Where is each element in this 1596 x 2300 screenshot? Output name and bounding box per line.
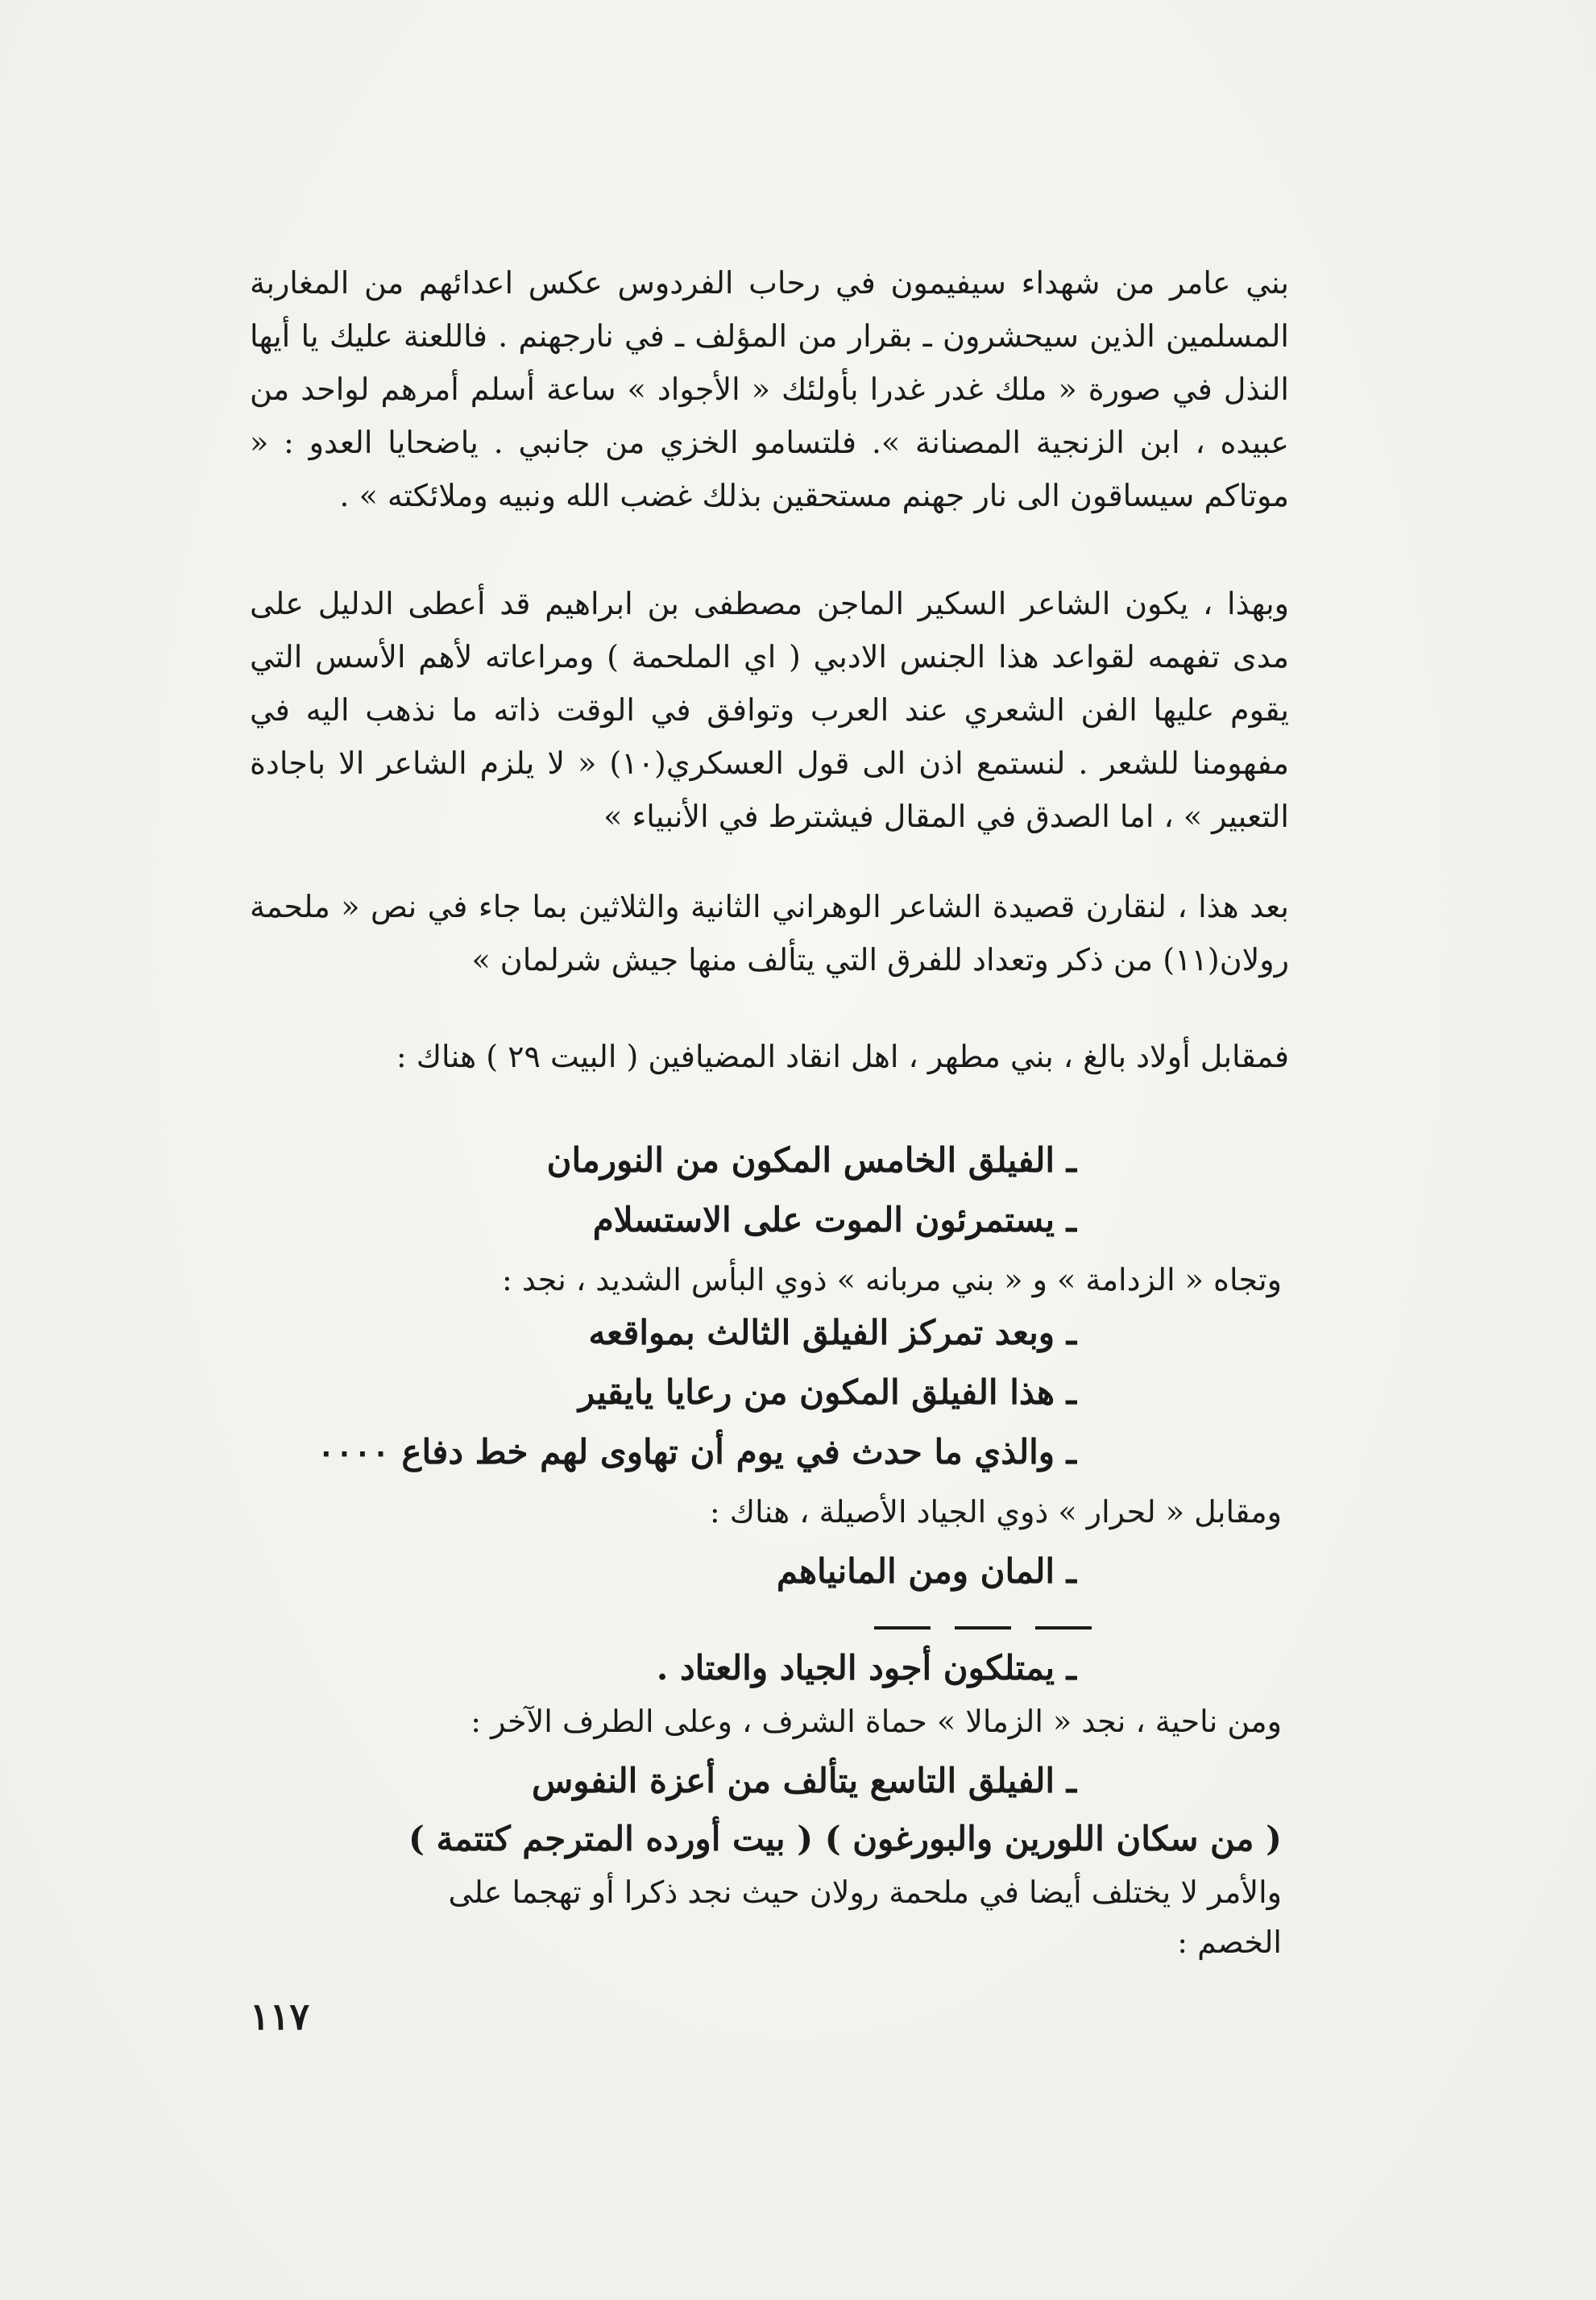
verse-line-8: ـ الفيلق التاسع يتألف من أعزة النفوس (532, 1761, 1076, 1800)
text-line-3: ومن ناحية ، نجد « الزمالا » حماة الشرف ، وعلى الطرف الآخر : (471, 1704, 1282, 1739)
paragraph-intro: فمقابل أولاد بالغ ، بني مطهر ، اهل انقاد المضيافين ( البيت ٢٩ ) هناك : (396, 1039, 1289, 1074)
verse-line-9: ( من سكان اللورين والبورغون ) ( بيت أورده المترجم كتتمة ) (408, 1819, 1282, 1858)
verse-line-6: ـ المان ومن المانياهم (776, 1551, 1076, 1591)
page-number: ١١٧ (250, 1995, 310, 2038)
verse-line-7: ـ يمتلكون أجود الجياد والعتاد . (656, 1648, 1076, 1688)
verse-line-1: ـ الفيلق الخامس المكون من النورمان (546, 1140, 1076, 1180)
paragraph-3: بعد هذا ، لنقارن قصيدة الشاعر الوهراني الثانية والثلاثين بما جاء في نص « ملحمة رولان(١١) من ذكر وتعداد للفرق التي يتألف منها جيش شرلمان » (250, 889, 1289, 978)
text-line-4: والأمر لا يختلف أيضا في ملحمة رولان حيث نجد ذكرا أو تهجما على (448, 1874, 1282, 1910)
verse-line-2: ـ يستمرئون الموت على الاستسلام (592, 1200, 1076, 1239)
separator-dashes (874, 1620, 1092, 1636)
verse-line-5: ـ والذي ما حدث في يوم أن تهاوى لهم خط دفاع ٠٠٠٠ (317, 1432, 1076, 1472)
text-line-1: وتجاه « الزدامة » و « بني مربانه » ذوي البأس الشديد ، نجد : (501, 1262, 1282, 1297)
verse-line-3: ـ وبعد تمركز الفيلق الثالث بمواقعه (588, 1313, 1076, 1352)
verse-line-4: ـ هذا الفيلق المكون من رعايا يايقير (578, 1372, 1076, 1412)
text-line-5: الخصم : (1177, 1924, 1282, 1960)
text-line-2: ومقابل « لحرار » ذوي الجياد الأصيلة ، هناك : (709, 1494, 1282, 1530)
paragraph-2: وبهذا ، يكون الشاعر السكير الماجن مصطفى بن ابراهيم قد أعطى الدليل على مدى تفهمه لقواعد هذا الجنس الادبي ( اي الملحمة ) ومراعاته لأهم الأسس التي يقوم عليها الفن الشعري عند العرب وتوافق في الوقت ذاته ما نذهب اليه في مفهومنا للشعر . لنستمع اذن الى قول العسكري(١٠) « لا يلزم الشاعر الا باجادة التعبير » ، اما الصدق في المقال فيشترط في الأنبياء » (250, 586, 1289, 834)
paragraph-1: بني عامر من شهداء سيفيمون في رحاب الفردوس عكس اعدائهم من المغاربة المسلمين الذين سيحشرون ـ بقرار من المؤلف ـ في نارجهنم . فاللعنة عليك يا أيها النذل في صورة « ملك غدر غدرا بأولئك « الأجواد » ساعة أسلم أمرهم لواحد من عبيده ، ابن الزنجية المصنانة ». فلتسامو الخزي من جانبي . ياضحايا العدو : « موتاكم سيساقون الى نار جهنم مستحقين بذلك غضب الله ونبيه وملائكته » . (250, 265, 1289, 513)
